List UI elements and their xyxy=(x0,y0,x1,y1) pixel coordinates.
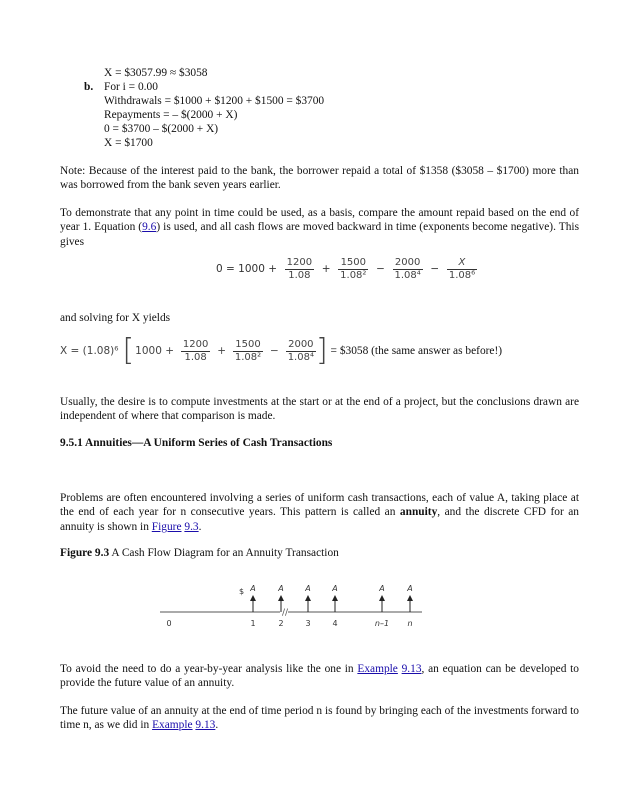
example-link-2[interactable]: Example xyxy=(152,719,193,732)
example-link[interactable]: Example xyxy=(357,663,398,675)
cfd-tick-2: 2 xyxy=(278,619,284,628)
example-number-link[interactable]: 9.13 xyxy=(401,663,422,675)
eq1-plus: + xyxy=(321,263,331,276)
eq2-plus: + xyxy=(217,344,227,357)
figure-label: Figure 9.3 xyxy=(60,547,110,559)
cfd-currency: $ xyxy=(239,587,245,596)
future-text-1: The future value of an annuity at the end of time period n is found by bringing each of the investments forward to time n, as we did in xyxy=(60,705,579,732)
eq2-left-bracket: [ xyxy=(122,333,135,368)
equation-link[interactable]: 9.6 xyxy=(142,221,157,234)
demo-text-after: ) is used, and all cash flows are moved backward in time (exponents become negative). This gives xyxy=(60,221,579,248)
eq2-term2: $\frac{1500}{\text{1.08²}}$ xyxy=(234,338,262,363)
cfd-tick-3: 3 xyxy=(305,619,311,628)
note-paragraph: Note: Because of the interest paid to the bank, the borrower repaid a total of $1358 ($3058 – $1700) more than was borrowed from the bank seven years earlier. xyxy=(60,165,579,192)
cfd-arrow-5 xyxy=(378,584,385,612)
avoid-text-2: , an equation can be developed to provide the future value of an annuity. xyxy=(60,663,579,690)
eq2-term3: $\frac{2000}{\text{1.08⁴}}$ xyxy=(287,338,314,363)
eq2-lhs: X = (1.08)⁶ xyxy=(60,344,119,357)
cfd-tick-labels xyxy=(166,619,412,628)
section-heading: 9.5.1 Annuities—A Uniform Series of Cash Transactions xyxy=(60,437,333,449)
eq2-term1: $\frac{1200}{1.08}$ xyxy=(182,338,209,363)
withdrawals-line: Withdrawals = $1000 + $1200 + $1500 = $3700 xyxy=(104,95,325,107)
repayments-line: Repayments = – $(2000 + X) xyxy=(104,109,238,121)
part-b-label: b. xyxy=(84,81,94,93)
svg-text:A: A xyxy=(332,584,338,593)
x-result-line: X = $1700 xyxy=(104,137,153,149)
demo-text-before: To demonstrate that any point in time could be used, as a basis, compare the amount repaid based on the end of year 1. Equation ( xyxy=(60,207,579,234)
future-text-end: . xyxy=(215,719,219,732)
equation-backward xyxy=(216,257,477,282)
example-number-link-2[interactable]: 9.13 xyxy=(195,719,216,732)
problems-paragraph xyxy=(60,491,579,534)
cfd-arrow-6 xyxy=(406,584,413,612)
eq1-minus-2: − xyxy=(430,263,440,276)
problems-text-2: , and the discrete CFD for an annuity is shown in xyxy=(60,506,580,533)
figure-caption-text: A Cash Flow Diagram for an Annuity Transaction xyxy=(109,547,339,559)
svg-text:A: A xyxy=(305,584,311,593)
cfd-arrow-4 xyxy=(331,584,338,612)
problems-text-1: Problems are often encountered involving a series of uniform cash transactions, each of value A, taking place at the end of each year for n consecutive years. This pattern is called an xyxy=(60,492,579,519)
cfd-tick-4: 4 xyxy=(332,619,338,628)
cfd-tick-6: n xyxy=(407,619,413,628)
svg-text:A: A xyxy=(250,584,256,593)
result-line: X = $3057.99 ≈ $3058 xyxy=(104,67,208,79)
figure-number-link[interactable]: 9.3 xyxy=(184,520,199,533)
svg-text:A: A xyxy=(278,584,284,593)
cfd-arrow-1 xyxy=(249,584,256,612)
annuity-term: annuity xyxy=(399,506,438,519)
eq1-term2: $\frac{1500}{\text{1.08²}}$ xyxy=(340,257,367,281)
cfd-tick-5: n–1 xyxy=(374,619,390,628)
eq1-term3: $\frac{2000}{\text{1.08⁴}}$ xyxy=(394,257,421,281)
eq2-minus: − xyxy=(270,344,279,357)
cfd-arrows xyxy=(249,584,413,612)
solving-text: and solving for X yields xyxy=(60,312,171,324)
cfd-break-mark: // xyxy=(282,608,289,618)
eq1-minus-1: − xyxy=(376,263,385,276)
avoid-text-1: To avoid the need to do a year-by-year analysis like the one in xyxy=(60,663,358,675)
cfd-tick-1: 1 xyxy=(250,619,256,628)
future-paragraph xyxy=(60,704,579,733)
avoid-paragraph xyxy=(60,662,579,691)
eq2-result: = $3058 (the same answer as before!) xyxy=(330,344,503,357)
eq2-first: 1000 + xyxy=(135,344,175,357)
cash-flow-diagram xyxy=(160,582,430,634)
cfd-arrow-3 xyxy=(304,584,311,612)
cfd-svg xyxy=(160,582,430,630)
usually-paragraph: Usually, the desire is to compute investments at the start or at the end of a project, but the conclusions drawn are independent of where that comparison is made. xyxy=(60,396,579,423)
eq1-lhs: 0 = 1000 + xyxy=(216,263,278,276)
eq1-term1: $\frac{1200}{1.08}$ xyxy=(286,257,313,281)
svg-text:A: A xyxy=(407,584,413,593)
figure-link[interactable]: Figure xyxy=(151,520,182,533)
figure-caption xyxy=(60,546,579,560)
demo-paragraph xyxy=(60,206,579,249)
svg-text:A: A xyxy=(379,584,385,593)
eq2-right-bracket: ] xyxy=(315,333,328,368)
cfd-tick-0: 0 xyxy=(166,619,172,628)
eq1-term4: $\frac{X}{\text{1.08⁶}}$ xyxy=(448,257,476,281)
balance-line: 0 = $3700 – $(2000 + X) xyxy=(104,123,219,135)
equation-solution xyxy=(60,333,503,368)
problems-text-end: . xyxy=(198,520,202,533)
part-b-rate: For i = 0.00 xyxy=(104,81,158,93)
